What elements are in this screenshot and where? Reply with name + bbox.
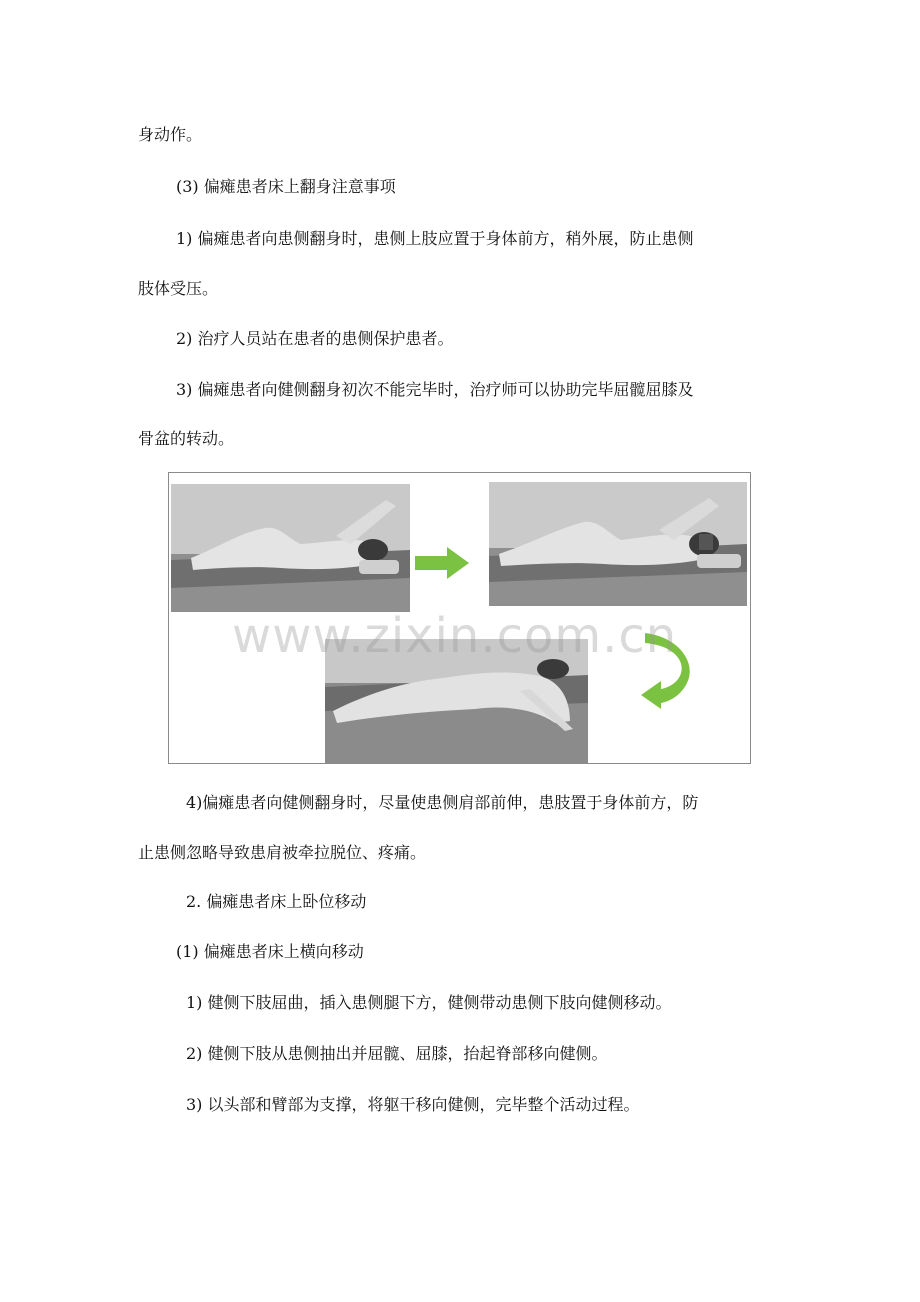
paragraph-line: 2) 治疗人员站在患者的患侧保护患者。: [176, 329, 454, 348]
section-heading: (3) 偏瘫患者床上翻身注意事项: [176, 177, 396, 196]
paragraph-line: 4)偏瘫患者向健侧翻身时，尽量使患侧肩部前伸，患肢置于身体前方，防: [186, 793, 699, 812]
paragraph-line: 止患侧忽略导致患肩被牵拉脱位、疼痛。: [138, 843, 427, 862]
paragraph-line: 3) 以头部和臂部为支撑，将躯干移向健侧，完毕整个活动过程。: [186, 1095, 640, 1114]
paragraph-line: 1) 健侧下肢屈曲，插入患侧腿下方，健侧带动患侧下肢向健侧移动。: [186, 993, 672, 1012]
section-heading: (1) 偏瘫患者床上横向移动: [176, 942, 364, 961]
paragraph-line: 3) 偏瘫患者向健侧翻身初次不能完毕时，治疗师可以协助完毕屈髋屈膝及: [176, 380, 694, 399]
right-arrow-icon: [415, 547, 469, 579]
paragraph-line: 身动作。: [138, 125, 203, 144]
paragraph-line: 2) 健侧下肢从患侧抽出并屈髋、屈膝，抬起脊部移向健侧。: [186, 1044, 608, 1063]
supine-arm-raised-photo-2: [489, 482, 747, 606]
paragraph-line: 肢体受压。: [138, 279, 219, 298]
watermark: www.zixin.com.cn: [232, 608, 678, 664]
section-heading: 2. 偏瘫患者床上卧位移动: [186, 892, 367, 911]
paragraph-line: 骨盆的转动。: [138, 429, 235, 448]
paragraph-line: 1) 偏瘫患者向患侧翻身时，患侧上肢应置于身体前方，稍外展，防止患侧: [176, 229, 694, 248]
supine-arm-raised-photo: [171, 484, 410, 612]
